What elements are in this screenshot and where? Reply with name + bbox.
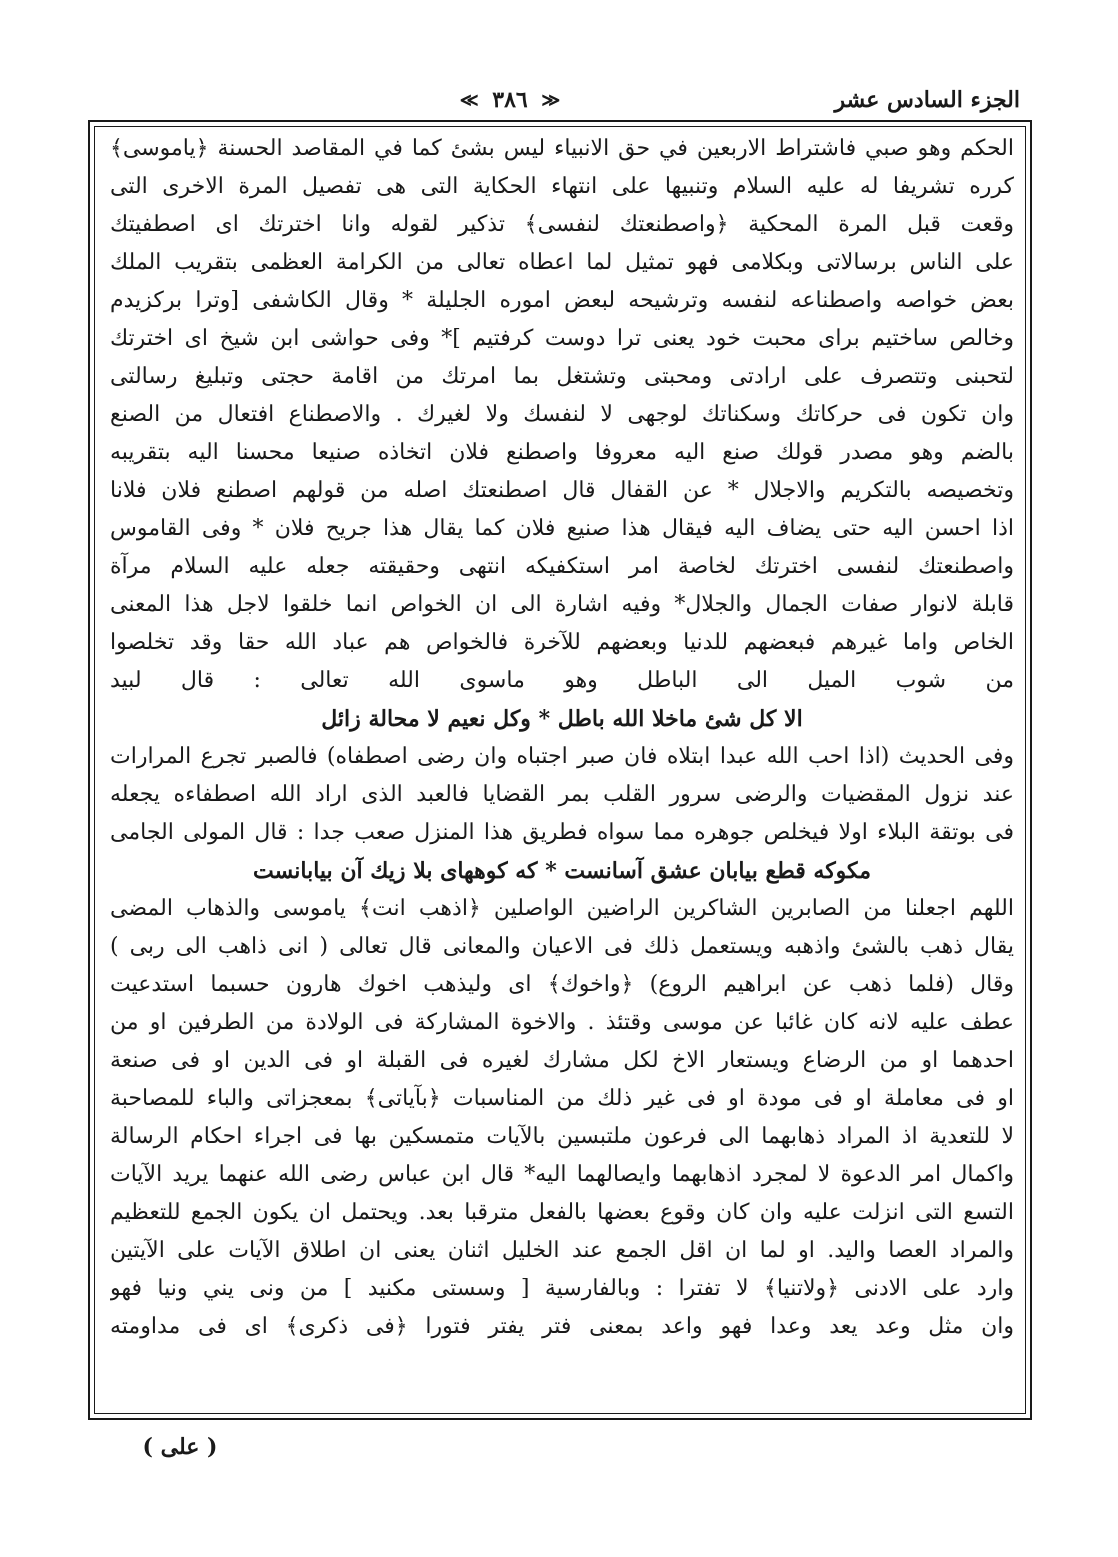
text-line: يقال ذهب بالشئ واذهبه ويستعمل ذلك فى الاعيان والمعانى قال تعالى ( انى ذاهب الى ربى ): [110, 934, 1014, 959]
page-number-group: [390, 80, 630, 121]
text-line: واصطنعتك لنفسى اخترتك لخاصة امر استكفيكه انتهى وحقيقته جعله عليه السلام مرآة: [110, 554, 1014, 579]
page-header: [90, 80, 1020, 120]
text-line: وقعت قبل المرة المحكية ﴿واصطنعتك لنفسى﴾ تذكير لقوله وانا اخترتك اى اصطفيتك: [110, 212, 1014, 237]
text-line: الحكم وهو صبي فاشتراط الاربعين في حق الانبياء ليس بشئ كما في المقاصد الحسنة ﴿ياموسى﴾: [110, 136, 1014, 161]
text-line: والمراد العصا واليد. او لما ان اقل الجمع عند الخليل اثنان يعنى ان اطلاق الآيات على الآيتين: [110, 1238, 1014, 1263]
text-line: واكمال امر الدعوة لا لمجرد اذهابهما وايصالهما اليه* قال ابن عباس رضى الله عنهما يريد الآيات: [110, 1162, 1014, 1187]
text-line: وان مثل وعد يعد وعدا فهو واعد بمعنى فتر يفتر فتورا ﴿فى ذكرى﴾ اى فى مداومته: [110, 1314, 1014, 1339]
text-line: لتحبنى وتتصرف على ارادتى ومحبتى وتشتغل بما امرتك من اقامة حجتى وتبليغ رسالتى: [110, 364, 1014, 389]
text-line: وارد على الادنى ﴿ولاتنيا﴾ لا تفترا : وبالفارسية [ وسستى مكنيد ] من ونى يني ونيا فهو: [110, 1276, 1014, 1301]
text-line: عطف عليه لانه كان غائبا عن موسى وقتئذ . والاخوة المشاركة فى الولادة من الطرفين او من: [110, 1010, 1014, 1035]
text-line: لا للتعدية اذ المراد ذهابهما الى فرعون ملتبسين بالآيات متمسكين بها فى اجراء احكام الرسالة: [110, 1124, 1014, 1149]
text-line: التسع التى انزلت عليه وان كان وقوع بعضها بالفعل مترقبا بعد. ويحتمل ان يكون الجمع للتعظيم: [110, 1200, 1014, 1225]
text-line: كرره تشريفا له عليه السلام وتنبيها على انتهاء الحكاية التى هى تفصيل المرة الاخرى التى: [110, 174, 1014, 199]
text-line: اذا احسن اليه حتى يضاف اليه فيقال هذا صنيع فلان كما يقال هذا جريح فلان * وفى القاموس: [110, 516, 1014, 541]
verse-line: الا كل شئ ماخلا الله باطل * وكل نعيم لا محالة زائل: [321, 706, 803, 732]
text-line: احدهما او من الرضاع ويستعار الاخ لكل مشارك لغيره فى القبلة او فى الدين او فى صنعة: [110, 1048, 1014, 1073]
page-number: ٣٨٦: [492, 87, 528, 113]
text-line: عند نزول المقضيات والرضى سرور القلب بمر القضايا فالعبد الذى اراد الله اصطفاءه يجعله: [110, 782, 1014, 807]
ornament-left-icon: ≪: [541, 90, 561, 111]
text-line: وخالص ساختيم براى محبت خود يعنى ترا دوست كرفتيم ]* وفى حواشى ابن شيخ اى اخترتك: [110, 326, 1014, 351]
text-line: وتخصيصه بالتكريم والاجلال * عن القفال قال اصطنعتك اصله من قولهم اصطنع فلان فلانا: [110, 478, 1014, 503]
section-title: الجزء السادس عشر: [834, 87, 1020, 113]
text-line: بالضم وهو مصدر قولك صنع اليه معروفا واصطنع فلان اتخاذه صنيعا محسنا اليه بتقريبه: [110, 440, 1014, 465]
text-line: على الناس برسالاتى وبكلامى فهو تمثيل لما اعطاه تعالى من الكرامة العظمى بتقريب الملك: [110, 250, 1014, 275]
text-line: اللهم اجعلنا من الصابرين الشاكرين الراضين الواصلين ﴿اذهب انت﴾ ياموسى والذهاب المضى: [110, 896, 1014, 921]
body-text: [110, 126, 1014, 1416]
text-line: او فى معاملة او فى مودة او فى غير ذلك من المناسبات ﴿بآياتى﴾ بمعجزاتى والباء للمصاحبة: [110, 1086, 1014, 1111]
text-line: وفى الحديث (اذا احب الله عبدا ابتلاه فان صبر اجتباه وان رضى اصطفاه) فالصبر تجرع المرارات: [110, 744, 1014, 769]
text-line: بعض خواصه واصطناعه لنفسه وترشيحه لبعض اموره الجليلة * وقال الكاشفى [وترا بركزيدم: [110, 288, 1014, 313]
text-line: الخاص واما غيرهم فبعضهم للدنيا وبعضهم للآخرة فالخواص هم عباد الله حقا وقد تخلصوا: [110, 630, 1014, 655]
text-line: وان تكون فى حركاتك وسكناتك لوجهى لا لنفسك ولا لغيرك . والاصطناع افتعال من الصنع: [110, 402, 1014, 427]
catchword: ( على ): [142, 1434, 218, 1460]
ornament-right-icon: ≫: [459, 90, 479, 111]
text-line: قابلة لانوار صفات الجمال والجلال* وفيه اشارة الى ان الخواص انما خلقوا لاجل هذا المعنى: [110, 592, 1014, 617]
text-line: وقال (فلما ذهب عن ابراهيم الروع) ﴿واخوك﴾ اى وليذهب اخوك هارون حسبما استدعيت: [110, 972, 1014, 997]
text-line: فى بوتقة البلاء اولا فيخلص جوهره مما سواه فطريق هذا المنزل صعب جدا : قال المولى الجامى: [110, 820, 1014, 845]
text-line: من شوب الميل الى الباطل وهو ماسوى الله تعالى : قال لبيد: [110, 668, 1014, 693]
verse-line: مكوكه قطع بيابان عشق آسانست * كه كوههاى بلا زيك آن بيابانست: [253, 858, 871, 884]
